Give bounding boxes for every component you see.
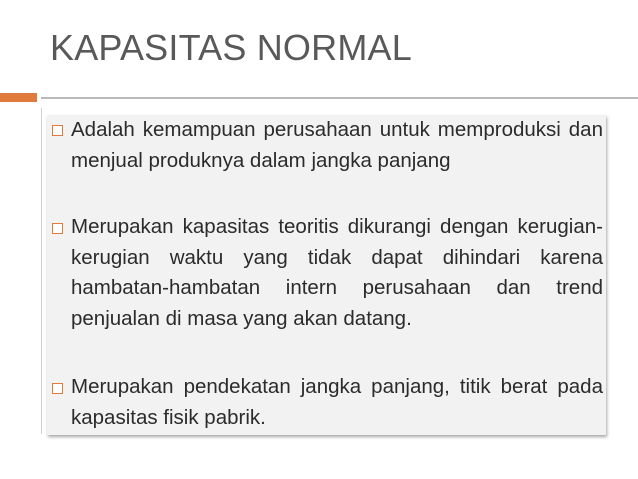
square-bullet-icon — [52, 383, 63, 394]
bullet-text: Merupakan kapasitas teoritis dikurangi dengan kerugian-kerugian waktu yang tidak dapat dihindari karena hambatan-hambatan intern perusahaan dan trend penjualan di masa yang akan datang. — [71, 215, 603, 330]
square-bullet-icon — [52, 223, 63, 234]
square-bullet-icon — [52, 125, 63, 136]
accent-bar — [0, 93, 37, 102]
left-rule — [41, 108, 42, 434]
title-divider — [41, 97, 638, 99]
bullet-text: Merupakan pendekatan jangka panjang, titik berat pada kapasitas fisik pabrik. — [71, 375, 603, 429]
content-box — [47, 115, 606, 435]
bullet-text: Adalah kemampuan perusahaan untuk memproduksi dan menjual produknya dalam jangka panjang — [71, 118, 603, 172]
slide-title: KAPASITAS NORMAL — [50, 27, 412, 68]
